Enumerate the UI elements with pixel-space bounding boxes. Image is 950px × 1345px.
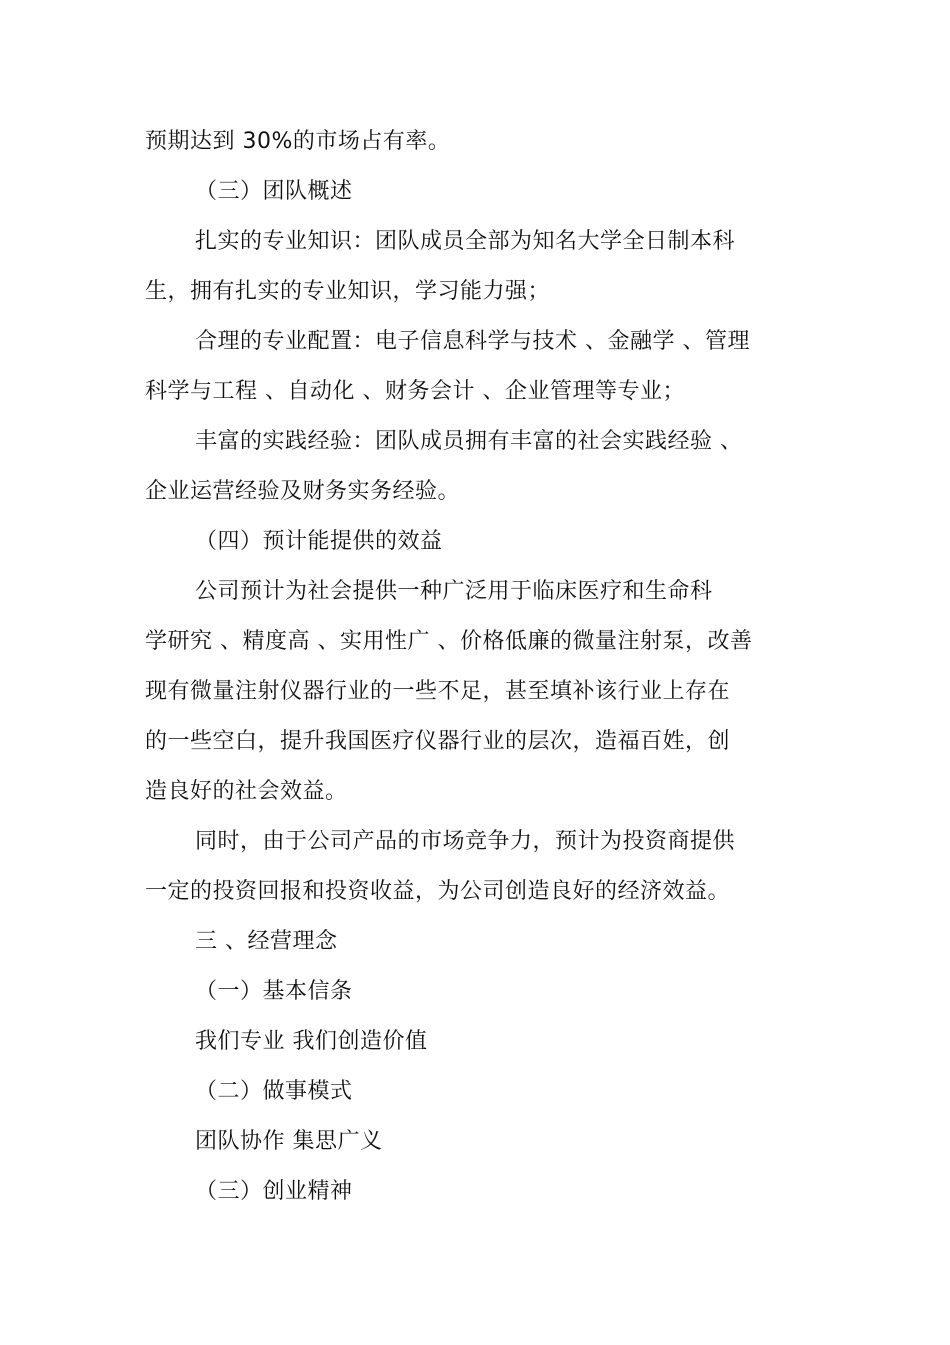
section-heading: （一）基本信条: [195, 979, 353, 1004]
text-line: 公司预计为社会提供一种广泛用于临床医疗和生命科: [195, 579, 713, 604]
text-line: 一定的投资回报和投资收益，为公司创造良好的经济效益。: [145, 879, 731, 904]
text-line: 合理的专业配置：电子信息科学与技术 、金融学 、管理: [195, 329, 750, 354]
section-heading: （二）做事模式: [195, 1079, 353, 1104]
section-heading: （三）创业精神: [195, 1179, 353, 1204]
text-line: 学研究 、精度高 、实用性广 、价格低廉的微量注射泵，改善: [145, 629, 753, 654]
text-line: 造良好的社会效益。: [145, 779, 348, 804]
text-line: 科学与工程 、自动化 、财务会计 、企业管理等专业；: [145, 379, 685, 404]
text-line: 同时，由于公司产品的市场竞争力，预计为投资商提供: [195, 829, 736, 854]
text-line: 生，拥有扎实的专业知识，学习能力强；: [145, 279, 551, 304]
text-line: 团队协作 集思广义: [195, 1129, 383, 1154]
text-line: 我们专业 我们创造价值: [195, 1029, 428, 1054]
text-line: 丰富的实践经验：团队成员拥有丰富的社会实践经验 、: [195, 429, 743, 454]
text-line: 预期达到 30%的市场占有率。: [145, 129, 451, 154]
section-heading: （四）预计能提供的效益: [195, 529, 443, 554]
chapter-heading: 三 、经营理念: [195, 929, 338, 954]
text-line: 企业运营经验及财务实务经验。: [145, 479, 461, 504]
text-line: 的一些空白，提升我国医疗仪器行业的层次，造福百姓，创: [145, 729, 731, 754]
text-line: 扎实的专业知识：团队成员全部为知名大学全日制本科: [195, 229, 736, 254]
section-heading: （三）团队概述: [195, 179, 353, 204]
text-line: 现有微量注射仪器行业的一些不足，甚至填补该行业上存在: [145, 679, 731, 704]
